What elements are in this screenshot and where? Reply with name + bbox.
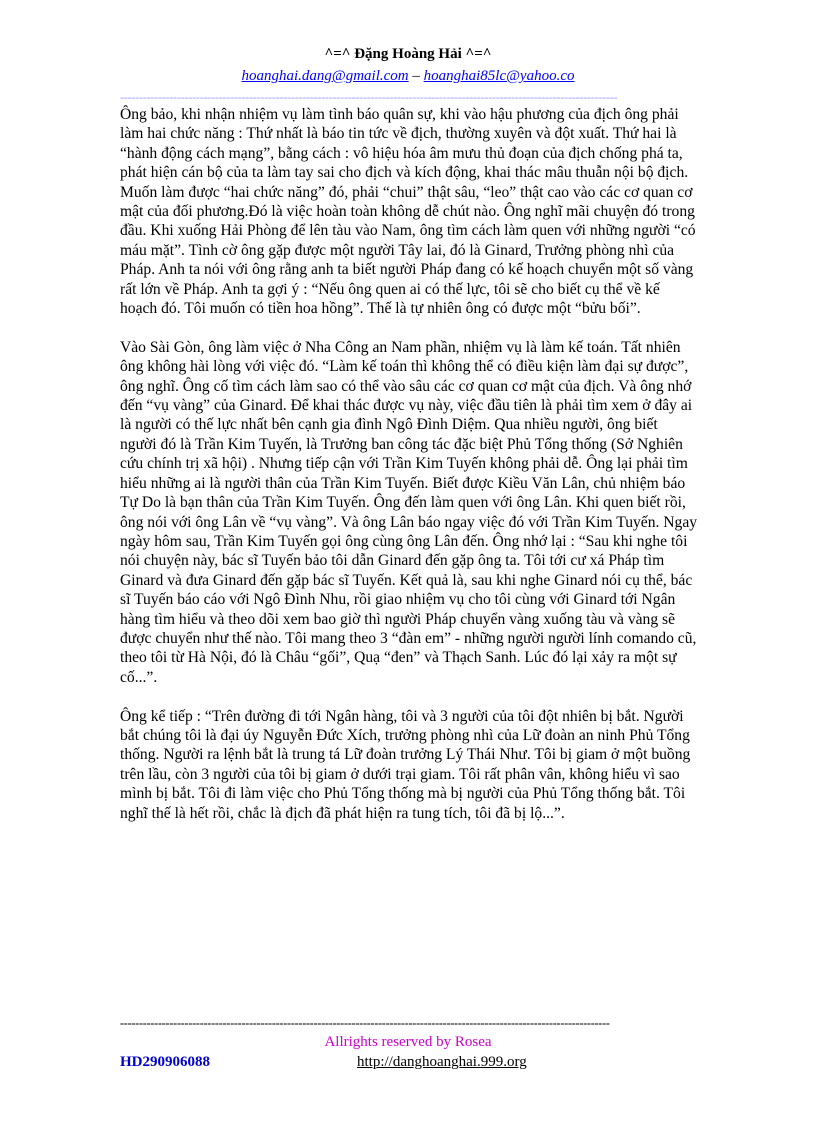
- paragraph-3: Ông kể tiếp : “Trên đường đi tới Ngân hàng, tôi và 3 người của tôi đột nhiên bị bắt. Người bắt chúng tôi là đại úy Nguyễn Đức Xích, trưởng phòng nhì của Lữ đoàn an ninh Phủ Tổng thống. Người ra lệnh bắt là trung tá Lữ đoàn trưởng Lý Thái Như. Tôi bị giam ở một buồng trên lầu, còn 3 người của tôi bị giam ở dưới trại giam. Tôi rất phân vân, không hiểu vì sao mình bị bắt. Tôi đi làm việc cho Phủ Tổng thống mà bị người của Phủ Tổng thống bắt. Tôi nghĩ thế là hết rồi, chắc là địch đã phát hiện ra tung tích, tôi đã bị lộ...”.: [120, 707, 691, 822]
- footer-website-link[interactable]: http://danghoanghai.999.org: [357, 1054, 527, 1070]
- paragraph-1: Ông bảo, khi nhận nhiệm vụ làm tình báo quân sự, khi vào hậu phương của địch ông phải làm hai chức năng : Thứ nhất là báo tin tức về địch, thường xuyên và đột xuất. Thứ hai là “hành động cách mạng”, bằng cách : vô hiệu hóa âm mưu thủ đoạn của địch chống phá ta, phát hiện cán bộ của ta làm tay sai cho địch và kích động, khai thác mâu thuẫn nội bộ địch. Muốn làm được “hai chức năng” đó, phải “chui” thật sâu, “leo” thật cao vào các cơ quan cơ mật của đối phương.Đó là việc hoàn toàn không dễ chút nào. Ông nghĩ mãi chuyện đó trong đầu. Khi xuống Hải Phòng để lên tàu vào Nam, ông tìm cách làm quen với những người “có máu mặt”. Tình cờ ông gặp được một người Tây lai, đó là Ginard, Trưởng phòng nhì của Pháp. Anh ta nói với ông rằng anh ta biết người Pháp đang có kế hoạch chuyển một số vàng rất lớn về Pháp. Anh ta gợi ý : “Nếu ông quen ai có thế lực, tôi sẽ cho biết cụ thể về kế hoạch đó. Tôi muốn có tiền hoa hồng”. Thế là tự nhiên ông có được một “bửu bối”.: [120, 106, 696, 318]
- document-body: [120, 105, 698, 842]
- email-separator: –: [408, 68, 424, 84]
- paragraph-2: Vào Sài Gòn, ông làm việc ở Nha Công an Nam phần, nhiệm vụ là làm kế toán. Tất nhiên ông không hài lòng với việc đó. “Làm kế toán thì không thể có điều kiện làm đại sự được”, ông nghĩ. Ông cố tìm cách làm sao có thể vào sâu các cơ quan cơ mật của địch. Và ông nhớ đến “vụ vàng” của Ginard. Để khai thác được vụ này, việc đầu tiên là phải tìm xem ở đây ai là người có thế lực nhất bên cạnh gia đình Ngô Đình Diệm. Qua nhiều người, ông biết người đó là Trần Kim Tuyến, là Trưởng ban công tác đặc biệt Phủ Tổng thống (Sở Nghiên cứu chính trị xã hội) . Nhưng tiếp cận với Trần Kim Tuyến không phải dễ. Ông lại phải tìm hiểu những ai là người thân của Trần Kim Tuyến. Biết được Kiều Văn Lân, chủ nhiệm báo Tự Do là bạn thân của Trần Kim Tuyến. Ông đến làm quen với ông Lân. Khi quen biết rồi, ông nói với ông Lân về “vụ vàng”. Và ông Lân báo ngay việc đó với Trần Kim Tuyến. Ngay ngày hôm sau, Trần Kim Tuyến gọi ông cùng ông Lân đến. Ông nhớ lại : “Sau khi nghe tôi nói chuyện này, bác sĩ Tuyến bảo tôi dẫn Ginard đến gặp ông ta. Tôi tới cư xá Pháp tìm Ginard và đưa Ginard đến gặp bác sĩ Tuyến. Kết quả là, sau khi nghe Ginard nói cụ thể, bác sĩ Tuyến báo cáo với Ngô Đình Nhu, rồi giao nhiệm vụ cho tôi cùng với Ginard tới Ngân hàng tìm hiểu và theo dõi xem bao giờ thì người Pháp chuyển vàng xuống tàu và vàng sẽ được chuyển như thế nào. Tôi mang theo 3 “đàn em” - những người người lính comando cũ, theo tôi từ Hà Nội, đó là Châu “gối”, Quạ “đen” và Thạch Sanh. Lúc đó lại xảy ra một sự cố...”.: [120, 338, 698, 686]
- document-code: HD290906088: [120, 1054, 210, 1070]
- header-divider: -----------------------------------------------------------------------------------------------------------------------------------: [120, 91, 618, 103]
- email-link-gmail[interactable]: hoanghai.dang@gmail.com: [241, 68, 409, 84]
- footer-rights: Allrights reserved by Rosea: [324, 1034, 492, 1050]
- email-link-yahoo[interactable]: hoanghai85lc@yahoo.co: [423, 68, 575, 84]
- footer-divider: ---------------------------------------------------------------------------------------------------------------------------------: [120, 1017, 610, 1029]
- author-emails: [0, 68, 816, 85]
- page-header-title: ^=^ Đặng Hoàng Hải ^=^: [324, 46, 492, 62]
